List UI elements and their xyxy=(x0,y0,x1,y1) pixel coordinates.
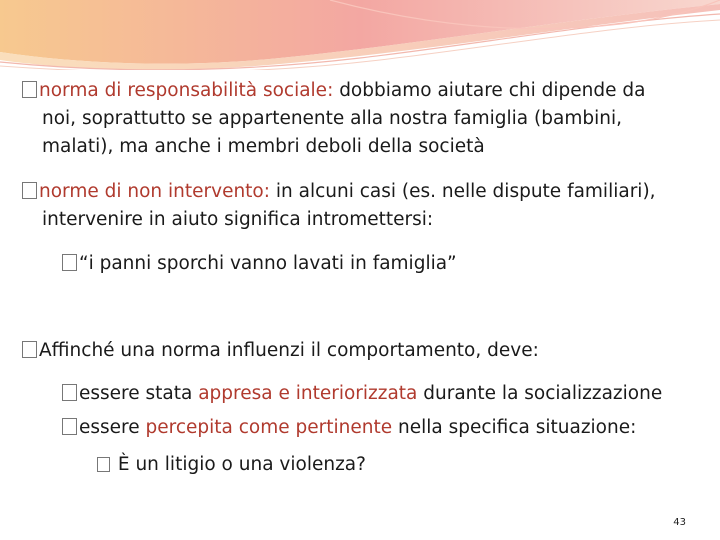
highlight-learned: appresa e interiorizzata xyxy=(198,383,418,404)
sub-bullet-pertinent xyxy=(62,414,636,442)
question-text: È un litigio o una violenza? xyxy=(117,454,366,475)
sub-bullet-suffix: nella specifica situazione: xyxy=(392,417,637,438)
bullet-text: in alcuni casi (es. nelle dispute familiari), xyxy=(270,181,656,202)
bullet-non-intervention xyxy=(22,178,656,234)
square-bullet-icon xyxy=(62,254,77,271)
page-number: 43 xyxy=(673,517,686,528)
quote-text: “i panni sporchi vanno lavati in famiglia” xyxy=(79,253,457,274)
bullet-text: malati), ma anche i membri deboli della società xyxy=(42,136,485,157)
sub-bullet-prefix: essere xyxy=(79,417,146,438)
sub-bullet-suffix: durante la socializzazione xyxy=(417,383,663,404)
square-bullet-icon xyxy=(97,457,110,472)
bullet-text: dobbiamo aiutare chi dipende da xyxy=(333,80,646,101)
square-bullet-icon xyxy=(62,418,77,435)
bullet-text: Affinché una norma influenzi il comportamento, deve: xyxy=(39,340,539,361)
quote-line xyxy=(62,250,457,278)
bullet-text: intervenire in aiuto significa intromettersi: xyxy=(42,209,434,230)
sub-bullet-prefix: essere stata xyxy=(79,383,199,404)
square-bullet-icon xyxy=(62,384,77,401)
term-non-intervention: norme di non intervento: xyxy=(39,181,270,202)
highlight-pertinent: percepita come pertinente xyxy=(145,417,393,438)
bullet-text: noi, soprattutto se appartenente alla nostra famiglia (bambini, xyxy=(42,108,622,129)
square-bullet-icon xyxy=(22,182,37,199)
square-bullet-icon xyxy=(22,81,37,98)
term-social-responsibility: norma di responsabilità sociale: xyxy=(39,80,334,101)
bullet-norm-influence xyxy=(22,337,539,365)
sub-bullet-learned xyxy=(62,380,662,408)
question-line xyxy=(97,451,366,479)
bullet-social-responsibility xyxy=(22,77,645,161)
square-bullet-icon xyxy=(22,341,37,358)
